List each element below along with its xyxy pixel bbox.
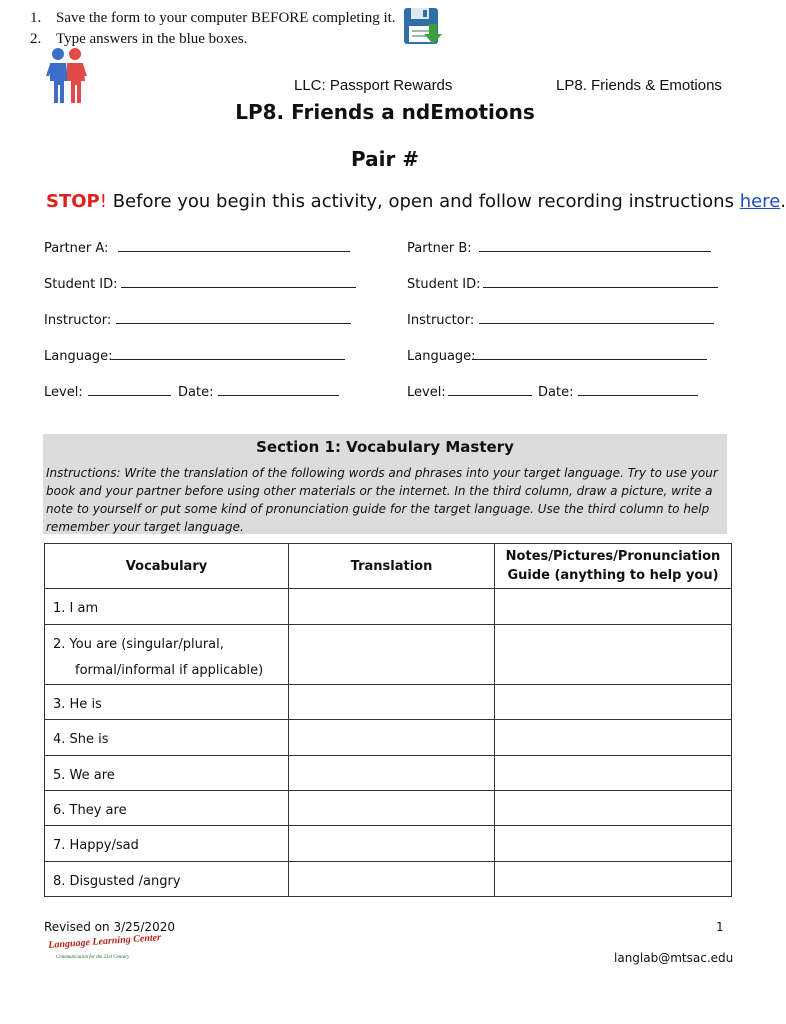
partner-b-language-input[interactable] <box>472 359 707 360</box>
column-header-notes: Notes/Pictures/Pronunciation Guide (anything to help you) <box>495 544 732 589</box>
vocabulary-cell <box>45 862 289 897</box>
table-row <box>45 625 732 685</box>
column-header-vocabulary: Vocabulary <box>45 544 289 589</box>
translation-cell[interactable] <box>289 720 495 756</box>
pair-number-label: Pair # <box>350 147 420 171</box>
partner-a-date-label: Date: <box>178 385 214 400</box>
page-number: 1 <box>716 920 724 934</box>
vocabulary-term: 4. She is <box>53 732 109 747</box>
contact-email: langlab@mtsac.edu <box>614 951 734 965</box>
translation-cell[interactable] <box>289 685 495 720</box>
partner-b-language-label: Language: <box>407 349 476 364</box>
stop-exclamation: ! <box>99 191 107 212</box>
translation-cell[interactable] <box>289 826 495 862</box>
vocabulary-term: 5. We are <box>53 768 115 783</box>
notes-cell[interactable] <box>495 862 732 897</box>
partner-a-student-id-input[interactable] <box>121 287 356 288</box>
revised-date: Revised on 3/25/2020 <box>44 920 175 934</box>
partner-b-student-id-label: Student ID: <box>407 277 481 292</box>
partner-a-date-input[interactable] <box>218 395 339 396</box>
stop-word: STOP <box>46 191 100 212</box>
notes-cell[interactable] <box>495 589 732 625</box>
header-program: LLC: Passport Rewards <box>294 77 453 94</box>
friends-people-icon <box>46 46 88 104</box>
partner-b-level-label: Level: <box>407 385 446 400</box>
partner-a-language-input[interactable] <box>110 359 345 360</box>
instruction-item <box>30 8 396 29</box>
vocabulary-term: 7. Happy/sad <box>53 838 139 853</box>
vocabulary-cell <box>45 625 289 685</box>
section-instructions: Instructions: Write the translation of the following words and phrases into your target language. Try to use your book and your partner before using other materials or the internet. In the third column, draw a picture, write a note to yourself or put some kind of pronunciation guide for the target language. Use the third column to help remember your target language. <box>46 466 718 534</box>
partner-b-instructor-input[interactable] <box>479 323 714 324</box>
partner-a-label: Partner A: <box>44 241 109 256</box>
vocabulary-term: 2. You are (singular/plural, <box>53 637 224 652</box>
partner-a-instructor-label: Instructor: <box>44 313 112 328</box>
partner-b-label: Partner B: <box>407 241 472 256</box>
vocabulary-table <box>44 543 732 897</box>
vocabulary-term-continued: formal/informal if applicable) <box>75 663 264 678</box>
document-title: LP8. Friends a ndEmotions <box>235 100 535 124</box>
instruction-number: 2. <box>30 31 42 47</box>
table-row <box>45 862 732 897</box>
logo-subtitle: Communication for the 21st Century <box>56 955 130 960</box>
vocabulary-cell <box>45 756 289 791</box>
translation-cell[interactable] <box>289 756 495 791</box>
vocabulary-term: 6. They are <box>53 803 127 818</box>
partner-a-student-id-label: Student ID: <box>44 277 118 292</box>
vocabulary-term: 8. Disgusted /angry <box>53 874 181 889</box>
notes-cell[interactable] <box>495 685 732 720</box>
notes-cell[interactable] <box>495 625 732 685</box>
notes-cell[interactable] <box>495 756 732 791</box>
language-learning-center-logo <box>46 932 164 964</box>
table-row <box>45 791 732 826</box>
table-row <box>45 589 732 625</box>
vocabulary-cell <box>45 589 289 625</box>
vocabulary-cell <box>45 720 289 756</box>
header-lesson: LP8. Friends & Emotions <box>556 77 722 94</box>
partner-b-instructor-label: Instructor: <box>407 313 475 328</box>
translation-cell[interactable] <box>289 589 495 625</box>
table-header-row <box>45 544 732 589</box>
notes-cell[interactable] <box>495 791 732 826</box>
vocabulary-cell <box>45 826 289 862</box>
notes-cell[interactable] <box>495 720 732 756</box>
vocabulary-term: 1. I am <box>53 601 99 616</box>
vocabulary-term: 3. He is <box>53 697 102 712</box>
instruction-text: Type answers in the blue boxes. <box>56 31 248 47</box>
partner-b-date-input[interactable] <box>578 395 698 396</box>
translation-cell[interactable] <box>289 625 495 685</box>
recording-instructions-link[interactable]: here <box>739 191 781 212</box>
partner-b-input[interactable] <box>479 251 711 252</box>
partner-a-language-label: Language: <box>44 349 113 364</box>
stop-notice <box>46 191 786 212</box>
vocabulary-cell <box>45 685 289 720</box>
instruction-text: Save the form to your computer BEFORE completing it. <box>56 10 396 26</box>
save-floppy-icon <box>402 6 442 48</box>
partner-b-student-id-input[interactable] <box>483 287 718 288</box>
partner-a-input[interactable] <box>118 251 350 252</box>
vocabulary-cell <box>45 791 289 826</box>
partner-b-level-input[interactable] <box>448 395 532 396</box>
translation-cell[interactable] <box>289 862 495 897</box>
table-row <box>45 756 732 791</box>
partner-a-instructor-input[interactable] <box>116 323 351 324</box>
logo-title: Language Learning Center <box>48 932 162 951</box>
top-instructions <box>30 8 396 50</box>
partner-b-date-label: Date: <box>538 385 574 400</box>
partner-a-level-label: Level: <box>44 385 83 400</box>
table-row <box>45 720 732 756</box>
instruction-number: 1. <box>30 10 42 26</box>
section-header-box <box>43 434 727 534</box>
notes-cell[interactable] <box>495 826 732 862</box>
translation-cell[interactable] <box>289 791 495 826</box>
stop-period: . <box>780 191 786 212</box>
partner-a-level-input[interactable] <box>88 395 171 396</box>
table-row <box>45 685 732 720</box>
column-header-translation: Translation <box>289 544 495 589</box>
vocabulary-term-block <box>45 625 288 684</box>
section-title: Section 1: Vocabulary Mastery <box>256 438 514 456</box>
table-row <box>45 826 732 862</box>
stop-text: Before you begin this activity, open and follow recording instructions <box>106 191 740 212</box>
